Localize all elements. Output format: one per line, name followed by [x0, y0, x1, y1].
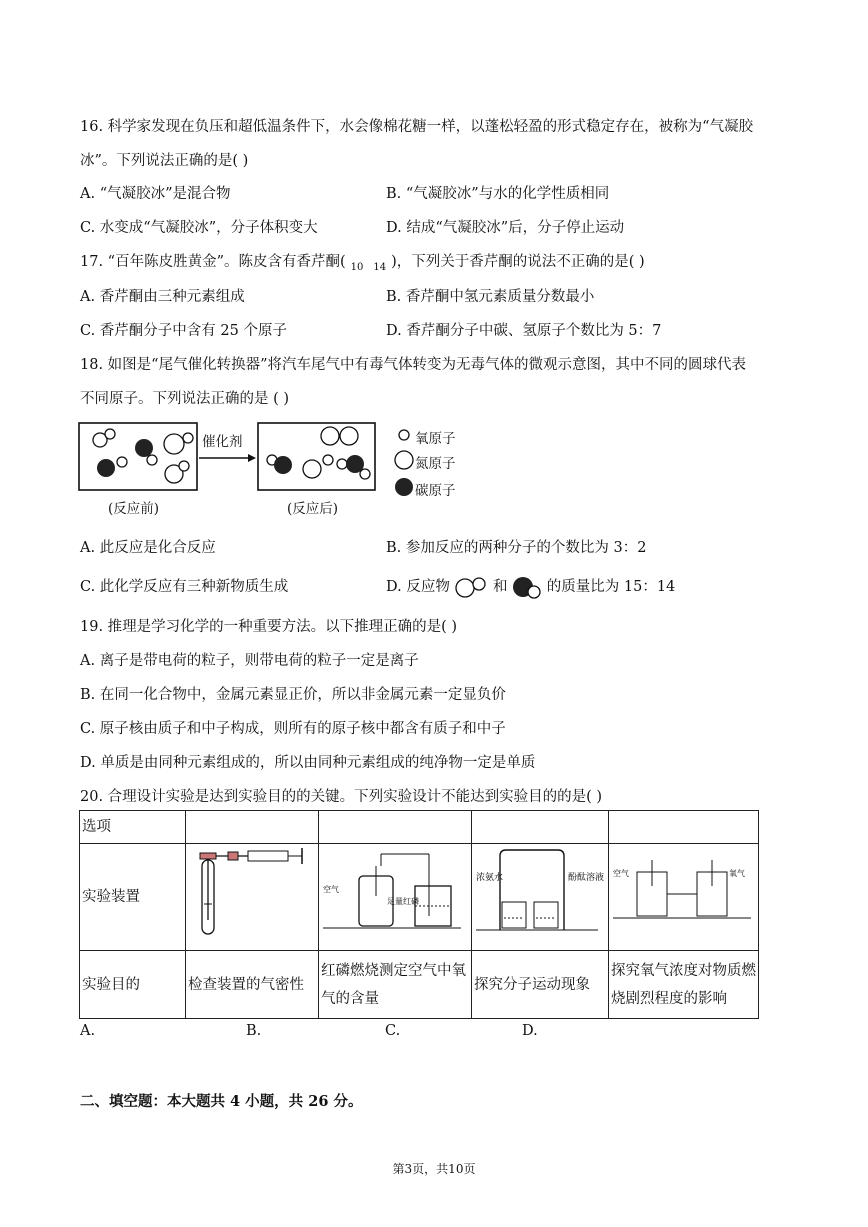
apparatus-a — [186, 844, 319, 951]
q18-option-d — [386, 575, 675, 599]
phosphorus-label: 足量红磷 — [387, 897, 419, 906]
q19-stem: 19. 推理是学习化学的一种重要方法。以下推理正确的是( ) — [80, 619, 458, 635]
q17-stem-pre: 17. “百年陈皮胜黄金”。陈皮含有香芹酮( — [80, 254, 346, 270]
q19-option-a: A. 离子是带电荷的粒子，则带电荷的粒子一定是离子 — [80, 653, 419, 669]
q18-option-c: C. 此化学反应有三种新物质生成 — [80, 579, 289, 595]
cell-empty — [609, 811, 759, 844]
q17-stem-post: )，下列关于香芹酮的说法不正确的是( ) — [391, 254, 645, 270]
q18-stem-line1: 18. 如图是“尾气催化转换器”将汽车尾气中有毒气体转变为无毒气体的微观示意图，其中不同的圆球代表 — [80, 357, 746, 373]
q17-option-a: A. 香芹酮由三种元素组成 — [80, 289, 245, 305]
header-options: 选项 — [80, 811, 186, 844]
q19-option-b: B. 在同一化合物中，金属元素显正价，所以非金属元素一定显负价 — [80, 687, 506, 703]
apparatus-c — [472, 844, 609, 951]
q20-stem: 20. 合理设计实验是达到实验目的的关键。下列实验设计不能达到实验目的的是( ) — [80, 789, 603, 805]
cell-empty — [186, 811, 319, 844]
apparatus-b — [319, 844, 472, 951]
page-footer: 第3页，共10页 — [392, 1162, 476, 1176]
red-phosphorus-apparatus — [321, 846, 467, 938]
legend-carbon: 碳原子 — [415, 483, 456, 499]
q20-choice-a: A. — [80, 1023, 96, 1039]
q16-option-a: A. “气凝胶冰”是混合物 — [80, 186, 231, 202]
nitrogen-atom-icon — [395, 451, 413, 469]
q17-option-b: B. 香芹酮中氢元素质量分数最小 — [386, 289, 595, 305]
q18-option-b: B. 参加反应的两种分子的个数比为 3：2 — [386, 540, 647, 556]
header-purpose: 实验目的 — [80, 951, 186, 1019]
catalyst-label: 催化剂 — [202, 434, 243, 450]
phenolphthalein-label: 酚酞溶液 — [568, 873, 604, 883]
oxygen-atom-icon — [399, 430, 409, 440]
ammonia-label: 浓氨水 — [476, 873, 504, 883]
no-molecule-icon — [454, 576, 488, 598]
oxygen-label-d: 氧气 — [729, 869, 745, 878]
legend-oxygen: 氧原子 — [415, 431, 456, 447]
carbon-atom-icon — [395, 478, 413, 496]
q17-stem — [80, 250, 645, 271]
air-label: 空气 — [323, 885, 339, 894]
q20-choice-c: C. — [385, 1023, 401, 1039]
q20-choice-b: B. — [246, 1023, 262, 1039]
air-label-d: 空气 — [613, 869, 629, 878]
q20-experiment-table — [79, 810, 759, 1019]
q18-stem-line2: 不同原子。下列说法正确的是 ( ) — [80, 391, 290, 407]
q17-option-d: D. 香芹酮分子中碳、氢原子个数比为 5：7 — [386, 323, 662, 339]
cell-empty — [472, 811, 609, 844]
oxygen-concentration-apparatus — [611, 846, 755, 938]
purpose-c: 探究分子运动现象 — [472, 951, 609, 1019]
section-2-heading: 二、填空题：本大题共 4 小题，共 26 分。 — [80, 1093, 363, 1110]
q16-stem-line1: 16. 科学家发现在负压和超低温条件下，水会像棉花糖一样，以蓬松轻盈的形式稳定存在，被称为“气凝胶 — [80, 119, 754, 135]
molecule-motion-apparatus — [474, 846, 604, 938]
q16-option-c: C. 水变成“气凝胶冰”，分子体积变大 — [80, 220, 318, 236]
purpose-b: 红磷燃烧测定空气中氧气的含量 — [319, 951, 472, 1019]
q19-option-c: C. 原子核由质子和中子构成，则所有的原子核中都含有质子和中子 — [80, 721, 506, 737]
q17-option-c: C. 香芹酮分子中含有 25 个原子 — [80, 323, 287, 339]
purpose-a: 检查装置的气密性 — [186, 951, 319, 1019]
header-apparatus: 实验装置 — [80, 844, 186, 951]
legend-nitrogen: 氮原子 — [415, 456, 456, 472]
q16-option-b: B. “气凝胶冰”与水的化学性质相同 — [386, 186, 610, 202]
q18-option-d-mid: 和 — [493, 579, 508, 595]
q19-option-d: D. 单质是由同种元素组成的，所以由同种元素组成的纯净物一定是单质 — [80, 755, 536, 771]
q17-formula-sub2: 14 — [373, 262, 387, 273]
q18-option-a: A. 此反应是化合反应 — [80, 540, 216, 556]
before-label: (反应前) — [108, 501, 160, 517]
purpose-d: 探究氧气浓度对物质燃烧剧烈程度的影响 — [609, 951, 759, 1019]
cell-empty — [319, 811, 472, 844]
q16-stem-line2: 冰”。下列说法正确的是( ) — [80, 153, 249, 169]
q17-formula-sub1: 10 — [350, 262, 364, 273]
q18-option-d-post: 的质量比为 15：14 — [546, 579, 676, 595]
test-tube-syringe-apparatus — [188, 846, 314, 938]
apparatus-d — [609, 844, 759, 951]
q16-option-d: D. 结成“气凝胶冰”后，分子停止运动 — [386, 220, 625, 236]
q20-choice-d: D. — [522, 1023, 538, 1039]
q18-option-d-pre: D. 反应物 — [386, 579, 450, 595]
co-molecule-icon — [512, 575, 542, 599]
after-label: (反应后) — [287, 501, 339, 517]
